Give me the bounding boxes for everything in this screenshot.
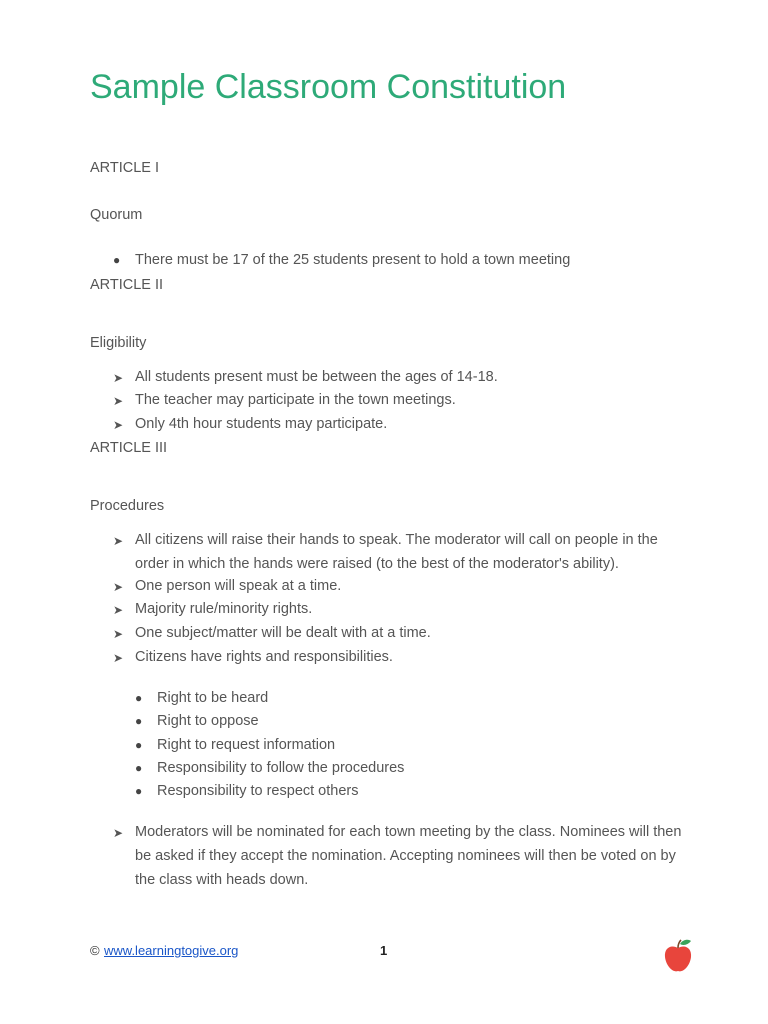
list-item: Only 4th hour students may participate. <box>135 416 388 432</box>
copyright-symbol: © <box>90 943 100 958</box>
list-item: One subject/matter will be dealt with at a time. <box>135 625 431 641</box>
footer-link[interactable]: www.learningtogive.org <box>104 943 239 958</box>
arrow-bullet-icon: ➤ <box>113 826 124 840</box>
arrow-bullet-icon: ➤ <box>113 651 124 665</box>
article-3-heading: ARTICLE III <box>90 440 168 456</box>
sub-list-item: Responsibility to follow the procedures <box>157 760 405 776</box>
arrow-bullet-icon: ➤ <box>113 627 124 641</box>
sub-list-item: Responsibility to respect others <box>157 783 359 799</box>
arrow-bullet-icon: ➤ <box>113 418 124 432</box>
list-item: Majority rule/minority rights. <box>135 601 313 617</box>
bullet-icon: ● <box>135 738 143 752</box>
list-item: Citizens have rights and responsibilities. <box>135 649 393 665</box>
sub-list-item: Right to request information <box>157 737 336 753</box>
bullet-icon: ● <box>113 253 121 267</box>
quorum-heading: Quorum <box>90 207 143 223</box>
bullet-icon: ● <box>135 691 143 705</box>
arrow-bullet-icon: ➤ <box>113 603 124 617</box>
list-item-continuation: the class with heads down. <box>135 872 309 888</box>
list-item-continuation: be asked if they accept the nomination. Accepting nominees will then be voted on by <box>135 848 676 864</box>
arrow-bullet-icon: ➤ <box>113 371 124 385</box>
arrow-bullet-icon: ➤ <box>113 534 124 548</box>
sub-list-item: Right to be heard <box>157 690 269 706</box>
list-item: All citizens will raise their hands to speak. The moderator will call on people in the <box>135 532 658 548</box>
bullet-icon: ● <box>135 784 143 798</box>
article-1-heading: ARTICLE I <box>90 160 160 176</box>
list-item: Moderators will be nominated for each town meeting by the class. Nominees will then <box>135 824 682 840</box>
arrow-bullet-icon: ➤ <box>113 580 124 594</box>
arrow-bullet-icon: ➤ <box>113 394 124 408</box>
eligibility-heading: Eligibility <box>90 335 147 351</box>
bullet-icon: ● <box>135 714 143 728</box>
article-2-heading: ARTICLE II <box>90 277 164 293</box>
bullet-icon: ● <box>135 761 143 775</box>
list-item: The teacher may participate in the town meetings. <box>135 392 456 408</box>
page-title: Sample Classroom Constitution <box>90 68 567 106</box>
sub-list-item: Right to oppose <box>157 713 259 729</box>
apple-logo-icon <box>662 938 694 974</box>
list-item: One person will speak at a time. <box>135 578 342 594</box>
list-item: There must be 17 of the 25 students present to hold a town meeting <box>135 252 571 268</box>
list-item-continuation: order in which the hands were raised (to the best of the moderator's ability). <box>135 556 619 572</box>
procedures-heading: Procedures <box>90 498 165 514</box>
page-number: 1 <box>380 943 388 958</box>
list-item: All students present must be between the ages of 14-18. <box>135 369 498 385</box>
